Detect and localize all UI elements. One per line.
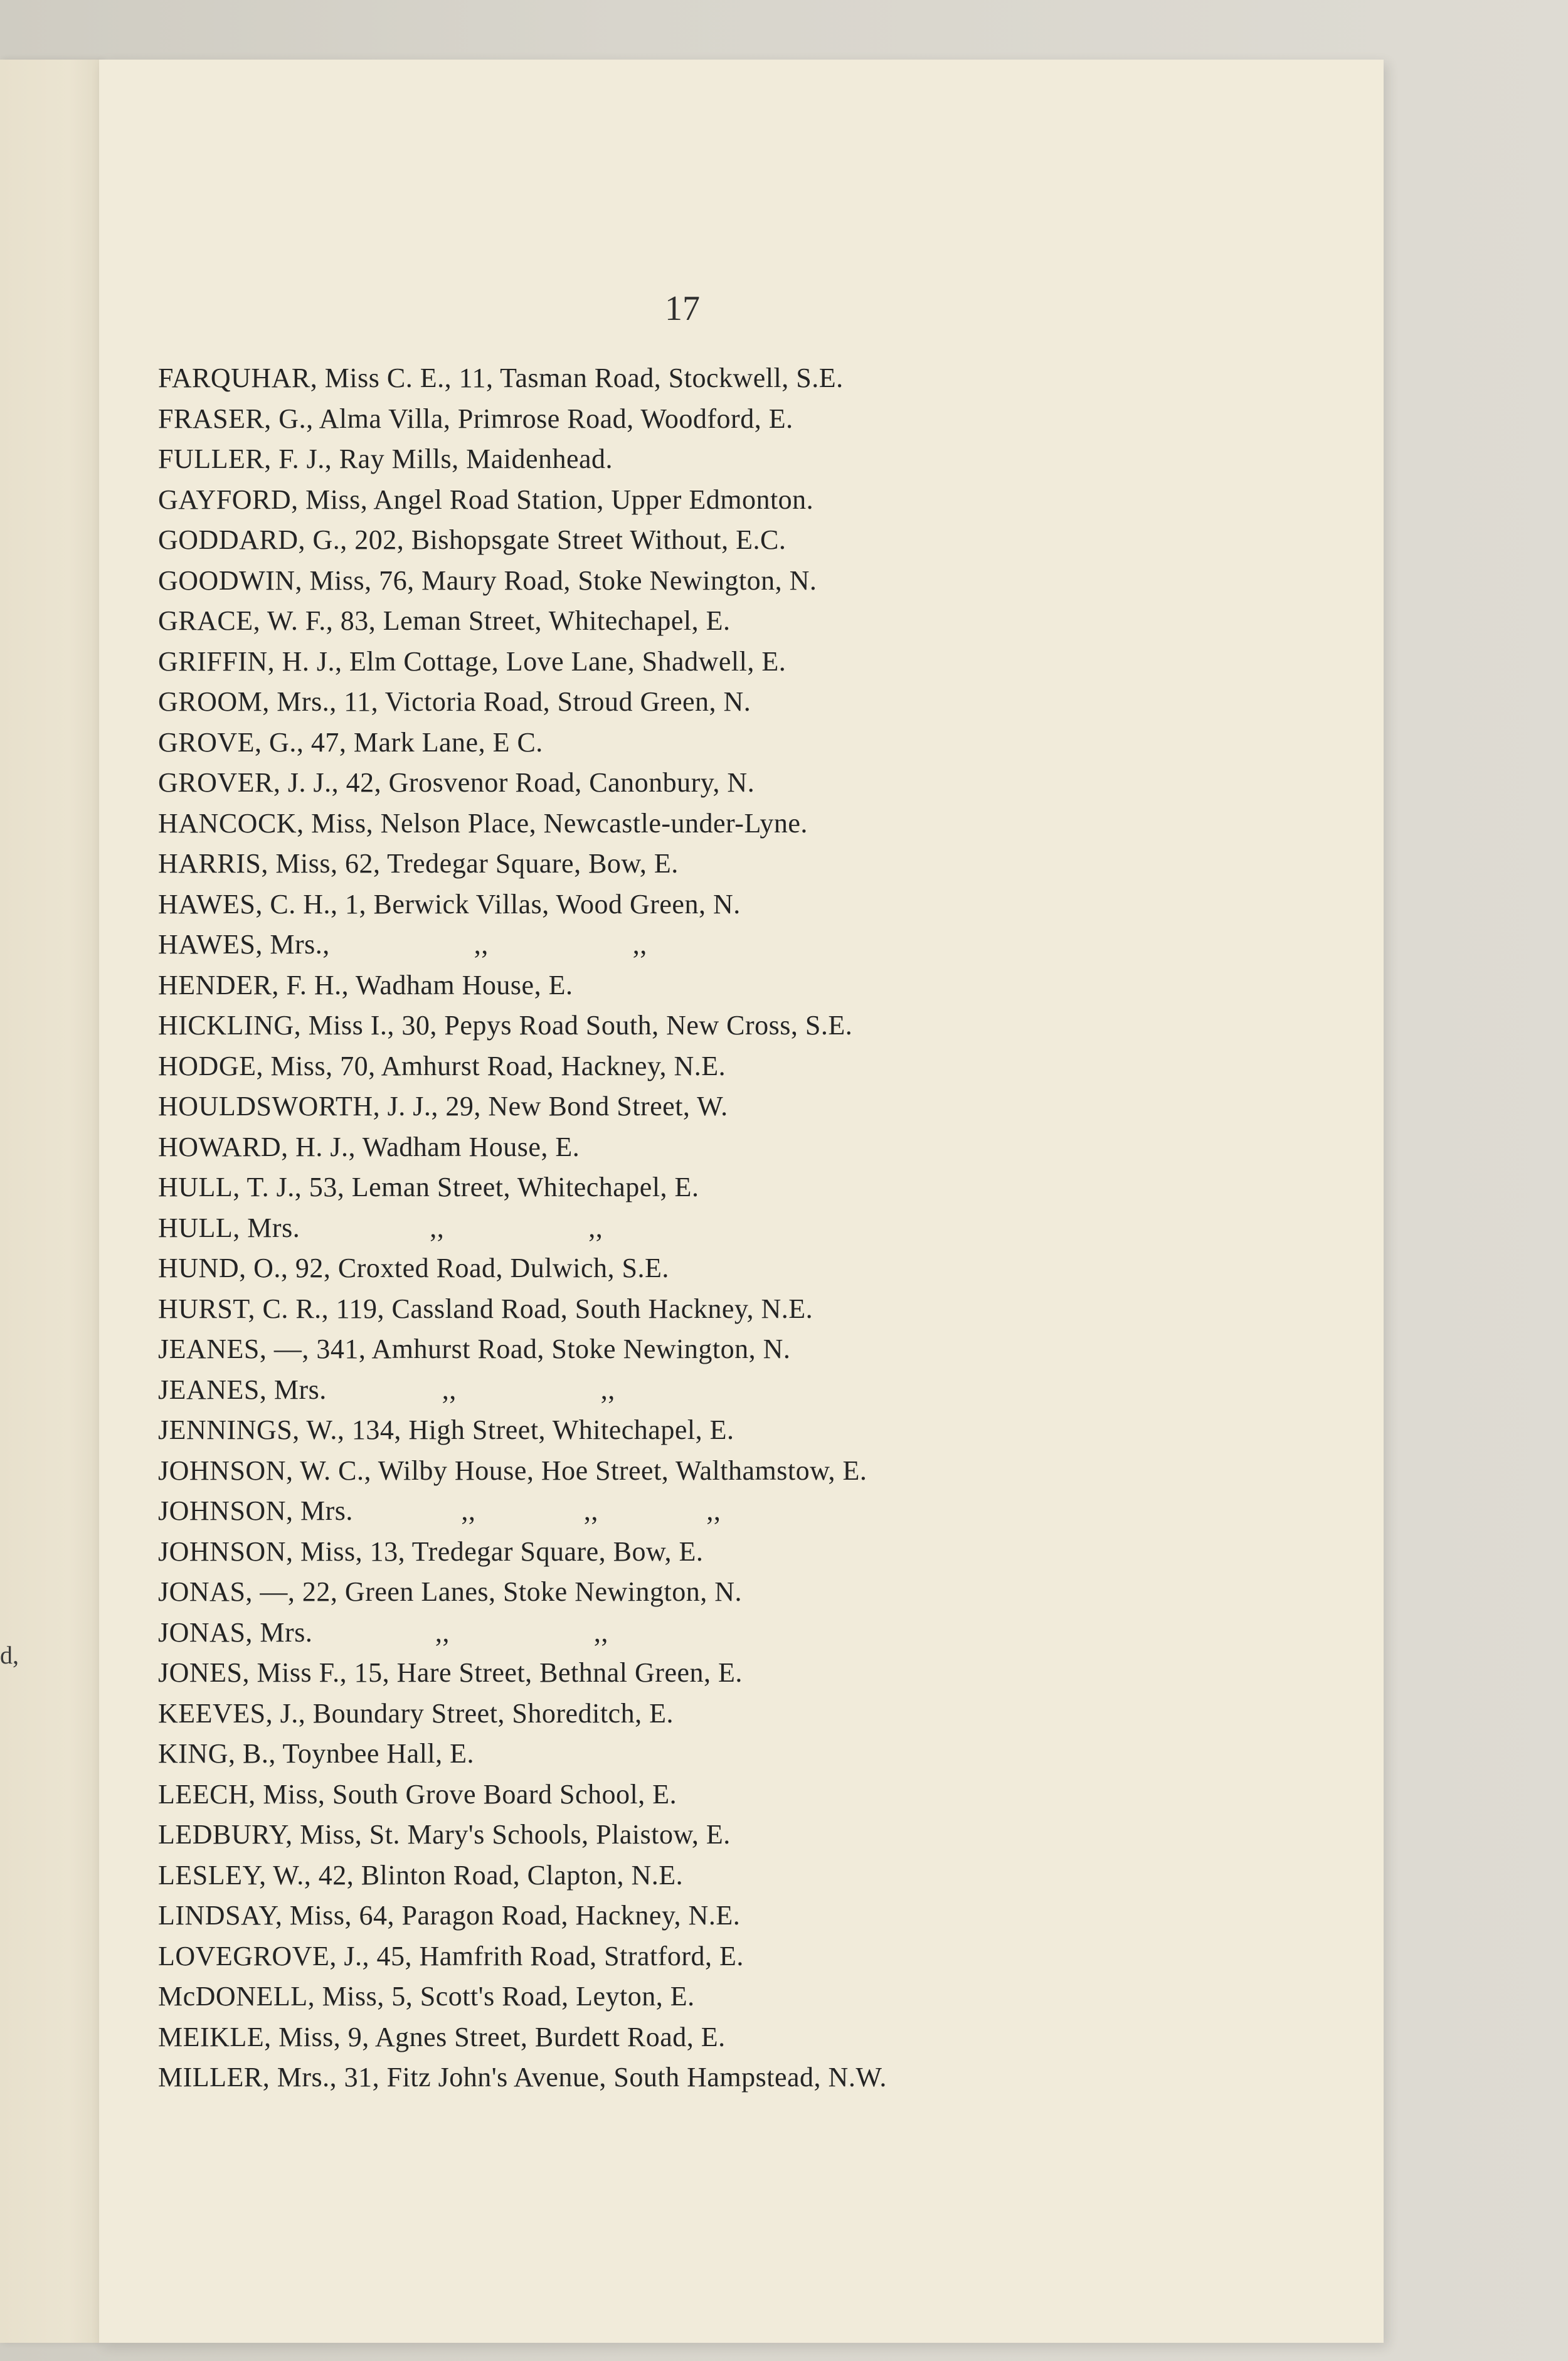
directory-entry: FRASER, G., Alma Villa, Primrose Road, Woodford, E. [158,403,793,434]
directory-entry: HULL, T. J., 53, Leman Street, Whitechapel, E. [158,1172,699,1202]
directory-entry: FARQUHAR, Miss C. E., 11, Tasman Road, Stockwell, S.E. [158,363,844,393]
directory-entry: MILLER, Mrs., 31, Fitz John's Avenue, South Hampstead, N.W. [158,2062,887,2093]
directory-entry: LINDSAY, Miss, 64, Paragon Road, Hackney, N.E. [158,1900,741,1931]
directory-entry: GOODWIN, Miss, 76, Maury Road, Stoke Newington, N. [158,565,817,596]
previous-page-edge [0,60,101,2343]
directory-entry: HUND, O., 92, Croxted Road, Dulwich, S.E. [158,1253,669,1283]
directory-list [158,358,1350,2098]
directory-entry: GROVE, G., 47, Mark Lane, E C. [158,726,543,758]
directory-entry: HENDER, F. H., Wadham House, E. [158,969,573,1000]
previous-page-text-fragment: d, [0,1641,19,1669]
directory-entry: HARRIS, Miss, 62, Tredegar Square, Bow, E. [158,848,679,879]
directory-entry: LOVEGROVE, J., 45, Hamfrith Road, Stratford, E. [158,1940,744,1971]
directory-entry: LEECH, Miss, South Grove Board School, E. [158,1778,677,1810]
directory-entry: GRACE, W. F., 83, Leman Street, Whitechapel, E. [158,605,731,636]
directory-entry: HICKLING, Miss I., 30, Pepys Road South, New Cross, S.E. [158,1010,853,1041]
directory-entry: McDONELL, Miss, 5, Scott's Road, Leyton, E. [158,1981,695,2012]
directory-entry: KEEVES, J., Boundary Street, Shoreditch, E. [158,1697,674,1729]
directory-entry: HANCOCK, Miss, Nelson Place, Newcastle-under-Lyne. [158,807,808,839]
document-page [99,60,1384,2343]
directory-entry: GODDARD, G., 202, Bishopsgate Street Without, E.C. [158,524,787,555]
directory-entry: JOHNSON, Mrs. ,, ,, ,, [158,1495,721,1526]
directory-entry: JONES, Miss F., 15, Hare Street, Bethnal Green, E. [158,1657,743,1688]
directory-entry: JOHNSON, W. C., Wilby House, Hoe Street, Walthamstow, E. [158,1455,867,1486]
directory-entry: LEDBURY, Miss, St. Mary's Schools, Plaistow, E. [158,1819,731,1850]
directory-entry: FULLER, F. J., Ray Mills, Maidenhead. [158,443,613,474]
directory-entry: KING, B., Toynbee Hall, E. [158,1738,475,1769]
directory-entry: HURST, C. R., 119, Cassland Road, South Hackney, N.E. [158,1293,813,1324]
directory-entry: HAWES, Mrs., ,, ,, [158,929,647,960]
directory-entry: HOULDSWORTH, J. J., 29, New Bond Street, W. [158,1091,728,1122]
page-number: 17 [665,289,700,328]
directory-entry: LESLEY, W., 42, Blinton Road, Clapton, N.E. [158,1859,684,1891]
directory-entry: GROVER, J. J., 42, Grosvenor Road, Canonbury, N. [158,767,755,798]
directory-entry: JONAS, —, 22, Green Lanes, Stoke Newington, N. [158,1576,742,1607]
directory-entry: JONAS, Mrs. ,, ,, [158,1616,608,1648]
directory-entry: JEANES, —, 341, Amhurst Road, Stoke Newington, N. [158,1334,791,1364]
directory-entry: JEANES, Mrs. ,, ,, [158,1374,615,1405]
directory-entry: HOWARD, H. J., Wadham House, E. [158,1131,580,1162]
directory-entry: JENNINGS, W., 134, High Street, Whitechapel, E. [158,1414,734,1445]
directory-entry: HAWES, C. H., 1, Berwick Villas, Wood Green, N. [158,888,741,920]
directory-entry: GAYFORD, Miss, Angel Road Station, Upper Edmonton. [158,484,814,515]
directory-entry: GRIFFIN, H. J., Elm Cottage, Love Lane, Shadwell, E. [158,645,787,677]
directory-entry: HODGE, Miss, 70, Amhurst Road, Hackney, N.E. [158,1050,726,1081]
directory-entry: GROOM, Mrs., 11, Victoria Road, Stroud Green, N. [158,686,751,717]
directory-entry: MEIKLE, Miss, 9, Agnes Street, Burdett Road, E. [158,2021,726,2052]
directory-entry: HULL, Mrs. ,, ,, [158,1212,603,1243]
directory-entry: JOHNSON, Miss, 13, Tredegar Square, Bow, E. [158,1536,704,1567]
